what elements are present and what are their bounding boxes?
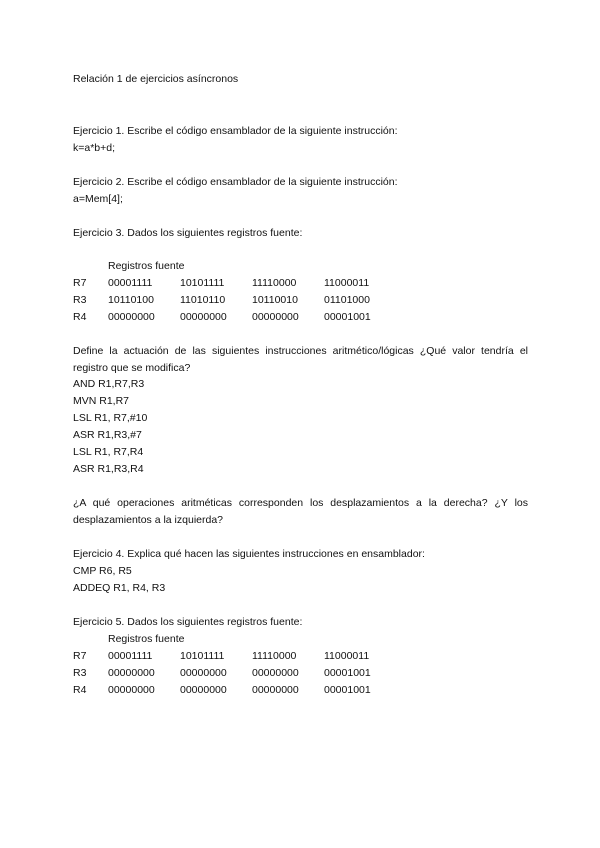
- register-byte: 10110100: [108, 294, 154, 306]
- exercise2-statement: Ejercicio 2. Escribe el código ensamblador de la siguiente instrucción:: [73, 176, 398, 188]
- instruction-line: LSL R1, R7,#10: [73, 412, 148, 424]
- table-row: [73, 292, 404, 309]
- register-byte: 10101111: [180, 277, 225, 289]
- exercise2-code: a=Mem[4];: [73, 193, 123, 205]
- exercise5-statement: Ejercicio 5. Dados los siguientes registros fuente:: [73, 616, 303, 628]
- register-byte: 11000011: [324, 277, 370, 289]
- instruction-line: AND R1,R7,R3: [73, 378, 145, 390]
- register-byte: 00000000: [180, 684, 227, 696]
- instruction-line: CMP R6, R5: [73, 565, 132, 577]
- register-byte: 00000000: [108, 311, 155, 323]
- register-byte: 00000000: [108, 667, 155, 679]
- table-header-row: [73, 631, 404, 648]
- register-byte: 00001001: [324, 684, 371, 696]
- table-row: [73, 275, 404, 292]
- exercise5-register-table: [73, 631, 404, 699]
- register-byte: 00001001: [324, 311, 371, 323]
- register-name: R7: [73, 650, 87, 662]
- register-byte: 00001001: [324, 667, 371, 679]
- document-title: Relación 1 de ejercicios asíncronos: [73, 73, 239, 85]
- table-row: [73, 665, 404, 682]
- register-byte: 11000011: [324, 650, 370, 662]
- exercise3-statement: Ejercicio 3. Dados los siguientes registros fuente:: [73, 227, 303, 239]
- table-row: [73, 648, 404, 665]
- register-byte: 11110000: [252, 650, 297, 662]
- exercise4-statement: Ejercicio 4. Explica qué hacen las siguientes instrucciones en ensamblador:: [73, 548, 425, 560]
- table-header-row: [73, 258, 404, 275]
- instruction-line: MVN R1,R7: [73, 395, 130, 407]
- register-byte: 00000000: [180, 311, 227, 323]
- register-byte: 11110000: [252, 277, 297, 289]
- table-row: [73, 309, 404, 326]
- exercise3-question2: ¿A qué operaciones aritméticas corresponden los desplazamientos a la derecha? ¿Y los desplazamientos a la izquierda?: [73, 497, 528, 526]
- instruction-line: LSL R1, R7,R4: [73, 446, 144, 458]
- register-name: R3: [73, 667, 87, 679]
- instruction-line: ASR R1,R3,#7: [73, 429, 142, 441]
- table-row: [73, 682, 404, 699]
- register-byte: 00000000: [108, 684, 155, 696]
- register-byte: 00001111: [108, 650, 153, 662]
- register-byte: 00001111: [108, 277, 153, 289]
- register-name: R7: [73, 277, 87, 289]
- register-byte: 00000000: [252, 311, 299, 323]
- register-name: R3: [73, 294, 87, 306]
- register-name: R4: [73, 311, 87, 323]
- register-byte: 10110010: [252, 294, 298, 306]
- exercise3-question: Define la actuación de las siguientes instrucciones aritmético/lógicas ¿Qué valor tendría el registro que se modifica?: [73, 345, 528, 374]
- table-header: Registros fuente: [108, 633, 185, 645]
- exercise1-code: k=a*b+d;: [73, 142, 116, 154]
- exercise3-register-table: [73, 258, 404, 326]
- register-byte: 01101000: [324, 294, 370, 306]
- instruction-line: ADDEQ R1, R4, R3: [73, 582, 166, 594]
- table-header: Registros fuente: [108, 260, 185, 272]
- exercise1-statement: Ejercicio 1. Escribe el código ensamblador de la siguiente instrucción:: [73, 125, 398, 137]
- register-name: R4: [73, 684, 87, 696]
- register-byte: 00000000: [180, 667, 227, 679]
- register-byte: 00000000: [252, 684, 299, 696]
- register-byte: 00000000: [252, 667, 299, 679]
- instruction-line: ASR R1,R3,R4: [73, 463, 144, 475]
- register-byte: 10101111: [180, 650, 225, 662]
- register-byte: 11010110: [180, 294, 226, 306]
